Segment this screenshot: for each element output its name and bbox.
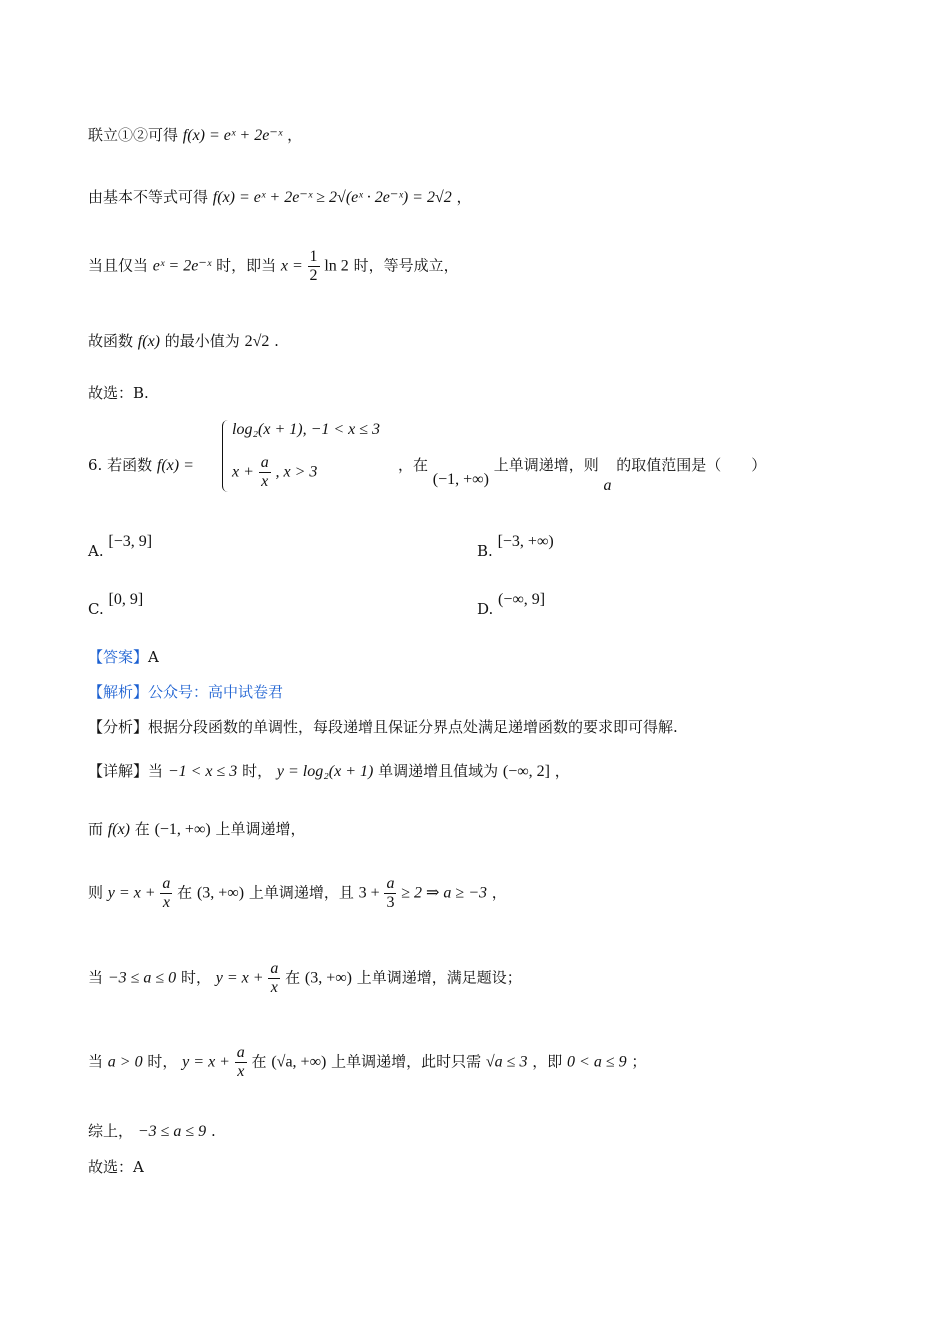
piecewise-case-1 [232, 420, 380, 439]
formula: y = log₂(x + 1) [276, 763, 374, 780]
analysis-text: 根据分段函数的单调性，每段递增且保证分界点处满足递增函数的要求即可得解. [148, 718, 678, 736]
formula: √a ≤ 3 [485, 1053, 528, 1071]
text: ， [456, 188, 472, 206]
text: 在 [134, 820, 150, 838]
question-6-stem [88, 454, 194, 475]
text: . [274, 332, 279, 350]
analysis-tag: 【解析】 [88, 683, 149, 701]
detail-line-3 [88, 875, 507, 912]
text: ， [491, 883, 507, 902]
formula: log₂(x + 1), −1 < x ≤ 3 [232, 421, 381, 438]
text: 时， [180, 968, 211, 987]
formula: (3, +∞) [196, 884, 245, 902]
fraction [308, 248, 320, 285]
question-6-tail [398, 454, 767, 494]
option-label: D. [477, 600, 494, 618]
option-value: [−3, +∞) [497, 533, 554, 550]
formula: f(x) [107, 821, 130, 838]
formula: 0 < a ≤ 9 [567, 1053, 627, 1071]
solution-line-2 [88, 186, 472, 207]
text: 故选：A [88, 1158, 144, 1176]
analysis-source: 公众号：高中试卷君 [148, 683, 284, 701]
fraction [384, 875, 396, 912]
text: 单调递增且值域为 [378, 762, 499, 780]
text: ， [287, 126, 303, 144]
analysis-line [88, 716, 678, 737]
piecewise-case-2 [232, 454, 317, 491]
text: 当 [88, 968, 104, 987]
formula: ≥ 2 ⇒ a ≥ −3 [401, 884, 487, 902]
option-value: [0, 9] [108, 591, 144, 608]
text: 在 [285, 968, 301, 987]
formula: −3 ≤ a ≤ 0 [107, 969, 177, 987]
detail-line-6 [88, 1120, 216, 1141]
text: ， [554, 762, 570, 780]
text: 联立①②可得 [88, 126, 179, 144]
denominator: x [261, 473, 269, 490]
text: ，即 [532, 1052, 563, 1071]
numerator: a [162, 875, 171, 892]
option-b[interactable] [477, 532, 554, 560]
text: 故函数 [88, 332, 134, 350]
text: 的取值范围是（ ） [616, 456, 767, 474]
numerator: a [270, 960, 279, 977]
denominator: x [237, 1063, 245, 1080]
formula: y = x + [182, 1053, 230, 1071]
formula: (√a, +∞) [271, 1053, 327, 1071]
detail-line-5 [88, 1044, 646, 1081]
option-label: B. [477, 542, 493, 560]
option-a[interactable] [88, 532, 153, 560]
formula: ln 2 [324, 257, 349, 275]
formula: −1 < x ≤ 3 [167, 763, 238, 780]
text: 在 [251, 1052, 267, 1071]
text: 的最小值为 [164, 332, 240, 350]
text: 当 [148, 762, 164, 780]
answer-tag: 【答案】 [88, 648, 149, 666]
formula: 2√2 [244, 333, 270, 350]
solution-line-3 [88, 248, 459, 285]
option-value: [−3, 9] [108, 533, 153, 550]
analysis-tag: 【分析】 [88, 718, 149, 736]
option-c[interactable] [88, 590, 144, 618]
numerator: a [386, 875, 395, 892]
text: 时， [147, 1052, 178, 1071]
text: 由基本不等式可得 [88, 188, 209, 206]
text: 时， [242, 762, 273, 780]
detail-line-2 [88, 818, 305, 839]
text: 综上， [88, 1122, 134, 1140]
formula: a > 0 [107, 1053, 143, 1071]
formula: −3 ≤ a ≤ 9 [137, 1123, 207, 1140]
text: 当 [88, 1052, 104, 1071]
option-d[interactable] [477, 590, 546, 618]
formula: (−∞, 2] [502, 763, 551, 780]
fraction [268, 960, 280, 997]
formula: (−1, +∞) [432, 471, 489, 488]
formula: y = x + [215, 969, 264, 987]
text: 故选：B. [88, 384, 149, 402]
text: ； [631, 1052, 647, 1071]
formula: y = x + [107, 884, 156, 902]
text: 上单调递增，此时只需 [331, 1052, 482, 1071]
denominator: x [162, 894, 170, 911]
numerator: a [260, 454, 269, 471]
denominator: x [270, 979, 278, 996]
solution-line-4 [88, 330, 279, 351]
option-label: A. [88, 542, 104, 560]
text: 上单调递增，且 [248, 883, 354, 902]
solution-line-1 [88, 124, 302, 145]
solution-line-5 [88, 382, 149, 403]
formula: (3, +∞) [304, 969, 352, 987]
text: 当且仅当 [88, 256, 149, 275]
formula: , x > 3 [275, 463, 318, 481]
formula: x = [280, 257, 303, 275]
formula: f(x) = eˣ + 2e⁻ˣ [182, 127, 283, 144]
fraction [160, 875, 172, 912]
answer-line [88, 646, 159, 667]
text: 而 [88, 820, 104, 838]
text: 时，即当 [216, 256, 277, 275]
formula: f(x) = [156, 457, 194, 474]
detail-line-7 [88, 1156, 144, 1177]
numerator: 1 [309, 248, 318, 265]
text: 时，等号成立， [353, 256, 459, 275]
text: 上单调递增，则 [493, 456, 599, 474]
text: 则 [88, 883, 104, 902]
denominator: 2 [309, 267, 318, 284]
analysis-source-line [88, 681, 283, 702]
numerator: a [236, 1044, 245, 1061]
option-value: (−∞, 9] [498, 591, 546, 608]
formula: f(x) [137, 333, 160, 350]
piecewise-brace [222, 420, 231, 492]
detail-line-4 [88, 960, 522, 997]
text: 在 [177, 883, 193, 902]
detail-tag: 【详解】 [88, 762, 149, 780]
option-label: C. [88, 600, 104, 618]
formula: x + [232, 463, 254, 481]
detail-line-1 [88, 760, 570, 781]
text: . [210, 1122, 216, 1140]
question-number: 6. 若函数 [88, 456, 153, 474]
formula: f(x) = eˣ + 2e⁻ˣ ≥ 2√(eˣ · 2e⁻ˣ) = 2√2 [212, 189, 452, 206]
fraction [259, 454, 271, 491]
formula: (−1, +∞) [154, 821, 211, 838]
text: ，在 [398, 456, 429, 474]
formula: 3 + [358, 884, 380, 902]
formula: eˣ = 2e⁻ˣ [152, 257, 212, 275]
variable: a [603, 477, 612, 494]
text: 上单调递增， [215, 820, 306, 838]
fraction [235, 1044, 247, 1081]
answer-value: A [148, 648, 159, 666]
text: 上单调递增，满足题设； [356, 968, 522, 987]
denominator: 3 [386, 894, 395, 911]
